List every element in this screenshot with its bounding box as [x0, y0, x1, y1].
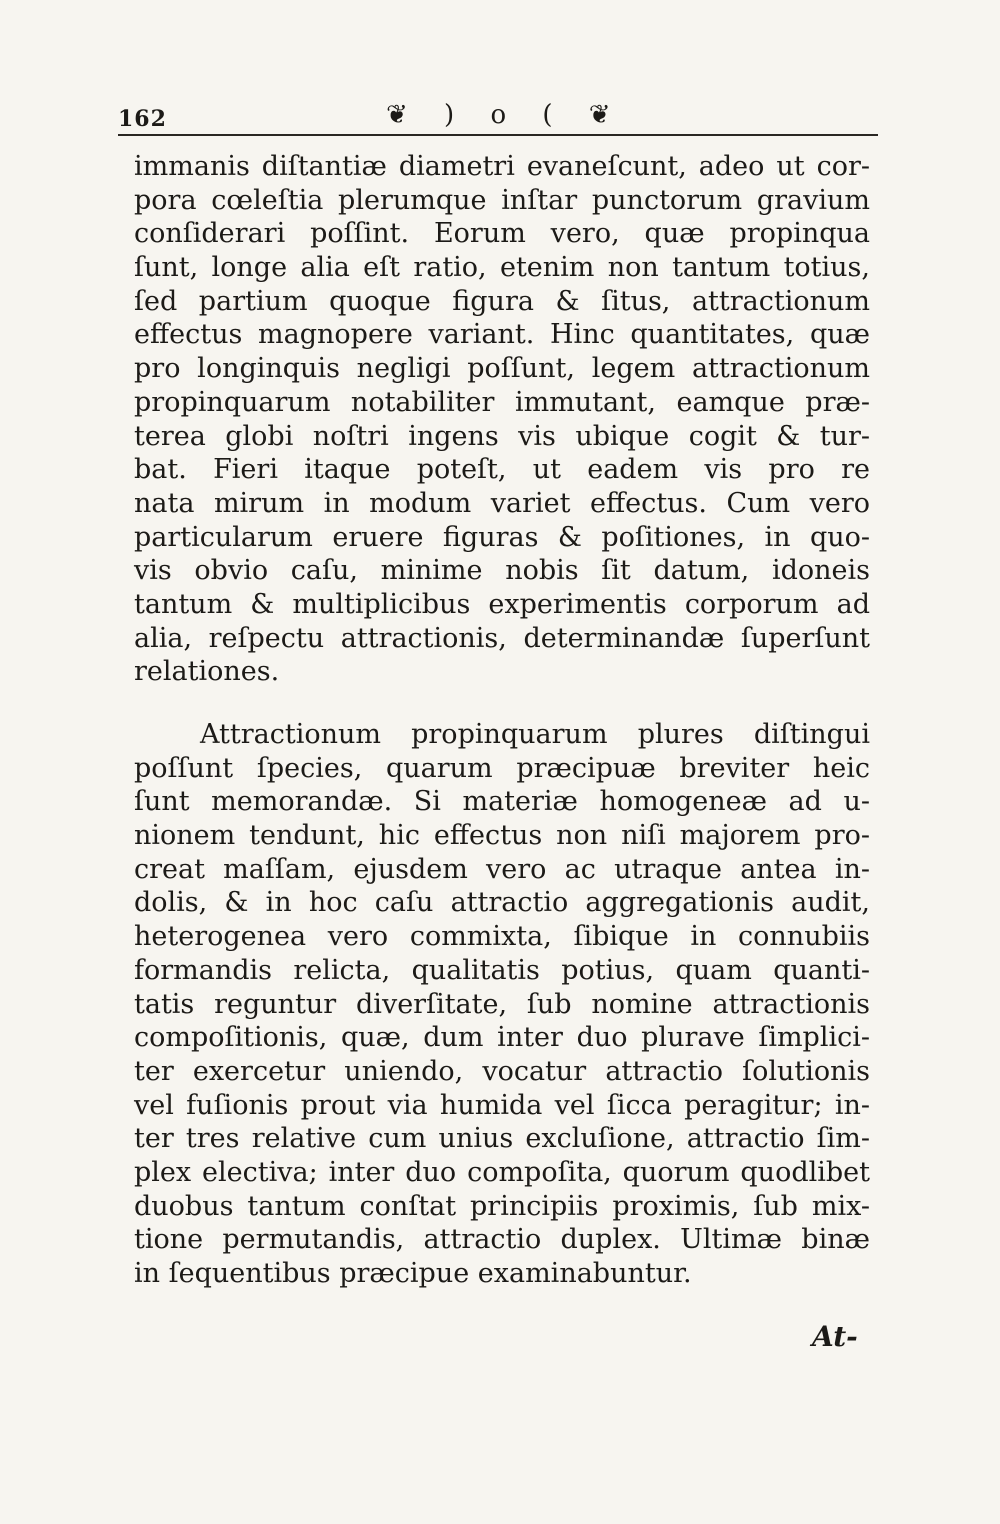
text-line: ter tres relative cum unius excluſione, attractio ſim- [134, 1123, 870, 1155]
text-line: heterogenea vero commixta, ſibique in connubiis [134, 921, 870, 953]
text-line: dolis, & in hoc caſu attractio aggregationis audit, [134, 887, 870, 919]
text-line: vis obvio caſu, minime nobis ſit datum, idoneis [134, 555, 870, 587]
text-body [134, 150, 870, 1291]
paragraph-2 [134, 718, 870, 1291]
text-line: compoſitionis, quæ, dum inter duo plurave ſimplici- [134, 1022, 870, 1054]
text-line: tantum & multiplicibus experimentis corporum ad [134, 588, 870, 620]
text-line: ſed partium quoque figura & ſitus, attractionum [134, 285, 870, 317]
text-line: plex electiva; inter duo compoſita, quorum quodlibet [134, 1156, 870, 1188]
text-line: relationes. [134, 656, 280, 688]
text-line: bat. Fieri itaque poteſt, ut eadem vis pro re [134, 454, 870, 486]
text-line: poſſunt ſpecies, quarum præcipuæ breviter heic [134, 752, 870, 784]
text-line: nionem tendunt, hic effectus non niſi majorem pro- [134, 820, 870, 852]
text-line: formandis relicta, qualitatis potius, quam quanti- [134, 954, 870, 986]
text-line: ſunt memorandæ. Si materiæ homogeneæ ad u- [134, 786, 870, 818]
text-line: duobus tantum conſtat principiis proximis, ſub mix- [134, 1190, 870, 1222]
text-line: ter exercetur uniendo, vocatur attractio ſolutionis [134, 1055, 870, 1087]
text-line: tione permutandis, attractio duplex. Ultimæ binæ [134, 1224, 870, 1256]
text-line: in ſequentibus præcipue examinabuntur. [134, 1258, 692, 1289]
header-ornament: ❦ ) o ( ❦ [386, 100, 625, 130]
page-header [118, 100, 878, 136]
text-line: tatis reguntur diverſitate, ſub nomine attractionis [134, 988, 870, 1020]
text-line: pro longinquis negligi poſſunt, legem attractionum [134, 353, 870, 385]
paragraph-1 [134, 150, 870, 689]
page-number: 162 [118, 106, 167, 132]
text-line: nata mirum in modum variet effectus. Cum vero [134, 487, 870, 519]
text-line: particularum eruere figuras & poſitiones, in quo- [134, 521, 870, 553]
text-line: conſiderari poſſint. Eorum vero, quæ propinqua [134, 218, 870, 250]
text-line: Attractionum propinquarum plures diſtingui [200, 719, 870, 750]
text-line: vel fuſionis prout via humida vel ſicca peragitur; in- [134, 1089, 870, 1121]
text-line: propinquarum notabiliter immutant, eamque præ- [134, 386, 870, 418]
text-line: immanis diſtantiæ diametri evaneſcunt, adeo ut cor- [134, 151, 870, 182]
text-line: pora cœleſtia plerumque inſtar punctorum gravium [134, 184, 870, 216]
catchword: At- [812, 1320, 858, 1353]
text-line: terea globi noſtri ingens vis ubique cogit & tur- [134, 420, 870, 452]
text-line: creat maſſam, ejusdem vero ac utraque antea in- [134, 853, 870, 885]
text-line: ſunt, longe alia eſt ratio, etenim non tantum totius, [134, 252, 870, 284]
text-line: effectus magnopere variant. Hinc quantitates, quæ [134, 319, 870, 351]
text-line: alia, reſpectu attractionis, determinandæ ſuperſunt [134, 622, 870, 654]
